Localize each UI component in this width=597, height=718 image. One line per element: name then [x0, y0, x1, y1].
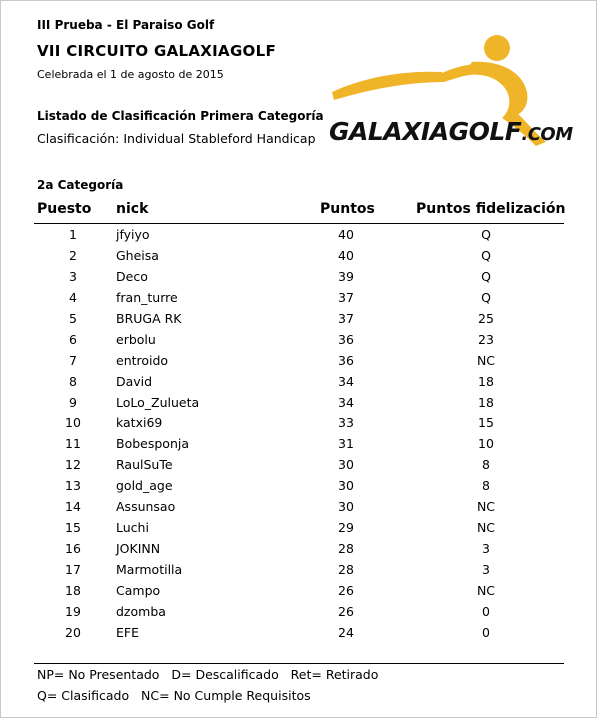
cell-nick: dzomba	[116, 603, 166, 619]
cell-puesto: 9	[69, 394, 77, 410]
cell-puntos: 37	[338, 310, 354, 326]
cell-puesto: 19	[65, 603, 81, 619]
cell-puntos: 28	[338, 541, 354, 557]
cell-nick: Campo	[116, 582, 161, 598]
cell-nick: gold_age	[116, 478, 173, 494]
cell-fidelizacion: Q	[481, 227, 491, 242]
cell-puesto: 16	[65, 541, 81, 557]
cell-nick: erbolu	[116, 331, 156, 347]
table-row	[0, 560, 597, 581]
cell-nick: jfyiyo	[116, 227, 150, 242]
column-header-nick: nick	[116, 201, 149, 217]
cell-puesto: 10	[65, 415, 81, 431]
table-row	[0, 330, 597, 351]
cell-puesto: 17	[65, 562, 81, 577]
header-divider	[34, 223, 564, 224]
cell-puntos: 34	[338, 394, 354, 410]
table-row	[0, 309, 597, 330]
cell-puesto: 13	[65, 478, 81, 494]
column-header-fidelizacion: Puntos fidelización	[416, 201, 566, 217]
cell-fidelizacion: 10	[478, 436, 494, 452]
cell-puesto: 8	[69, 373, 77, 389]
classification-type: Clasificación: Individual Stableford Handicap	[37, 131, 316, 146]
cell-puntos: 39	[338, 268, 354, 284]
cell-puntos: 26	[338, 582, 354, 598]
cell-puesto: 20	[65, 624, 81, 640]
cell-nick: RaulSuTe	[116, 457, 173, 473]
table-row	[0, 539, 597, 560]
cell-puntos: 30	[338, 457, 354, 473]
cell-nick: BRUGA RK	[116, 310, 182, 326]
cell-puesto: 14	[65, 499, 81, 515]
cell-puesto: 1	[69, 227, 77, 242]
table-row	[0, 267, 597, 288]
table-row	[0, 393, 597, 414]
cell-puesto: 2	[69, 247, 77, 263]
cell-fidelizacion: NC	[476, 499, 496, 515]
cell-puesto: 11	[65, 436, 81, 452]
table-row	[0, 434, 597, 455]
cell-nick: JOKINN	[116, 541, 161, 557]
legend-line-1: NP= No Presentado D= Descalificado Ret= Retirado	[37, 667, 379, 682]
table-row	[0, 351, 597, 372]
cell-nick: Bobesponja	[116, 436, 189, 452]
column-header-puntos: Puntos	[320, 201, 375, 217]
cell-puntos: 30	[338, 499, 354, 515]
cell-puntos: 36	[338, 352, 354, 368]
table-row	[0, 413, 597, 434]
cell-nick: Luchi	[116, 520, 149, 536]
cell-nick: David	[116, 373, 153, 389]
table-row	[0, 602, 597, 623]
cell-fidelizacion: 18	[478, 394, 494, 410]
cell-puntos: 24	[338, 624, 354, 640]
cell-nick: katxi69	[116, 415, 163, 431]
cell-nick: Marmotilla	[116, 562, 183, 577]
cell-nick: Deco	[116, 268, 148, 284]
table-row	[0, 288, 597, 309]
cell-puesto: 3	[69, 268, 77, 284]
table-row	[0, 246, 597, 267]
table-row	[0, 455, 597, 476]
list-title: Listado de Clasificación Primera Categoría	[37, 109, 324, 123]
cell-fidelizacion: 0	[482, 603, 490, 619]
cell-puntos: 36	[338, 331, 354, 347]
cell-fidelizacion: 23	[478, 331, 494, 347]
cell-fidelizacion: Q	[481, 289, 491, 305]
cell-puntos: 31	[338, 436, 354, 452]
event-date: Celebrada el 1 de agosto de 2015	[37, 68, 224, 81]
cell-puesto: 15	[65, 520, 81, 536]
table-row	[0, 623, 597, 644]
cell-nick: Gheisa	[116, 247, 159, 263]
cell-puntos: 34	[338, 373, 354, 389]
cell-puntos: 40	[338, 227, 354, 242]
cell-fidelizacion: Q	[481, 268, 491, 284]
cell-nick: Assunsao	[116, 499, 176, 515]
cell-puntos: 29	[338, 520, 354, 536]
cell-fidelizacion: 8	[482, 457, 490, 473]
cell-puntos: 30	[338, 478, 354, 494]
table-row	[0, 518, 597, 539]
circuit-title: VII CIRCUITO GALAXIAGOLF	[37, 42, 277, 60]
cell-fidelizacion: Q	[481, 247, 491, 263]
cell-fidelizacion: 3	[482, 541, 490, 557]
cell-nick: LoLo_Zulueta	[116, 394, 200, 410]
cell-fidelizacion: NC	[476, 520, 496, 536]
cell-fidelizacion: NC	[476, 352, 496, 368]
cell-fidelizacion: 8	[482, 478, 490, 494]
cell-nick: entroido	[116, 352, 169, 368]
cell-fidelizacion: 25	[478, 310, 494, 326]
cell-puntos: 28	[338, 562, 354, 577]
cell-puesto: 7	[69, 352, 77, 368]
cell-nick: fran_turre	[116, 289, 178, 305]
cell-fidelizacion: 0	[482, 624, 490, 640]
table-row	[0, 497, 597, 518]
cell-puesto: 4	[69, 289, 77, 305]
cell-puesto: 6	[69, 331, 77, 347]
cell-fidelizacion: 15	[478, 415, 494, 431]
cell-puesto: 5	[69, 310, 77, 326]
cell-puntos: 26	[338, 603, 354, 619]
cell-puntos: 33	[338, 415, 354, 431]
footer-divider	[34, 663, 564, 664]
table-row	[0, 372, 597, 393]
table-row	[0, 225, 597, 246]
cell-puntos: 40	[338, 247, 354, 263]
cell-fidelizacion: 3	[482, 562, 490, 577]
cell-puntos: 37	[338, 289, 354, 305]
legend-line-2: Q= Clasificado NC= No Cumple Requisitos	[37, 688, 311, 703]
cell-fidelizacion: 18	[478, 373, 494, 389]
results-table	[0, 225, 597, 644]
cell-puesto: 12	[65, 457, 81, 473]
category-title: 2a Categoría	[37, 178, 124, 192]
logo-wordmark: GALAXIAGOLF.COM	[329, 117, 573, 146]
event-title: III Prueba - El Paraiso Golf	[37, 18, 215, 32]
table-row	[0, 581, 597, 602]
cell-fidelizacion: NC	[476, 582, 496, 598]
cell-puesto: 18	[65, 582, 81, 598]
column-header-puesto: Puesto	[37, 201, 92, 217]
cell-nick: EFE	[116, 624, 139, 640]
table-row	[0, 476, 597, 497]
